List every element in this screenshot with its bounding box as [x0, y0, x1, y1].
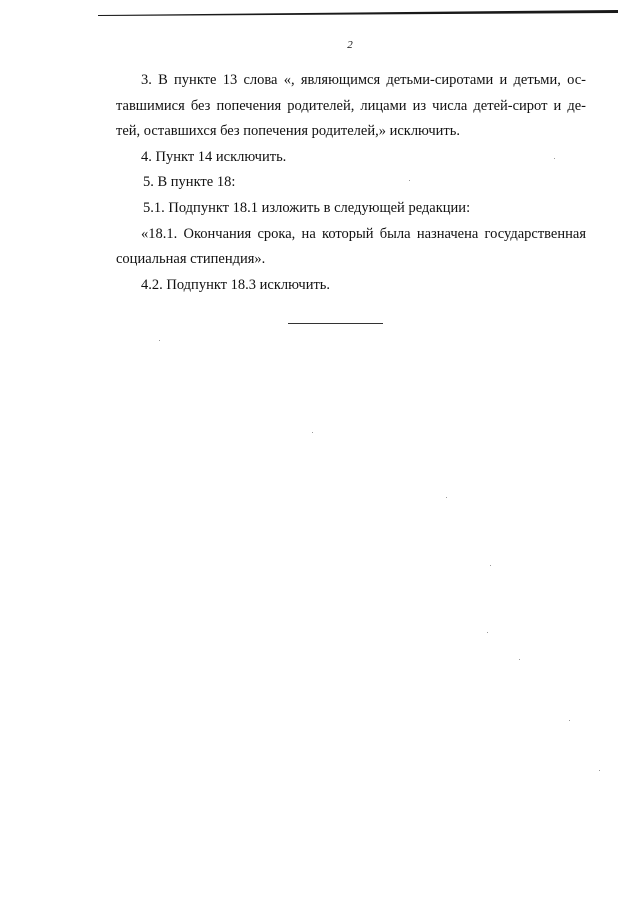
paragraph-4-2: 4.2. Подпункт 18.3 исключить. — [141, 277, 331, 293]
scan-edge-line — [98, 10, 618, 16]
end-rule — [288, 323, 383, 324]
paragraph-3-line-3: тей, оставшихся без попечения родителей,» исключить. — [116, 123, 460, 139]
scan-speck — [519, 659, 520, 660]
paragraph-4: 4. Пункт 14 исключить. — [141, 149, 287, 165]
scan-speck — [554, 158, 555, 159]
paragraph-5-1: 5.1. Подпункт 18.1 изложить в следующей редакции: — [143, 200, 471, 216]
scan-speck — [446, 497, 447, 498]
page-number: 2 — [347, 39, 353, 51]
quote-18-1-line-1: «18.1. Окончания срока, на который была назначена государственная — [141, 226, 586, 242]
scan-speck — [487, 632, 488, 633]
scan-speck — [312, 432, 313, 433]
scan-speck — [599, 770, 600, 771]
scan-speck — [569, 720, 570, 721]
scan-speck — [409, 180, 410, 181]
quote-18-1-line-2: социальная стипендия». — [116, 251, 266, 267]
scan-speck — [159, 340, 160, 341]
paragraph-3-line-2: тавшимися без попечения родителей, лицами из числа детей-сирот и де- — [116, 98, 586, 114]
paragraph-5: 5. В пункте 18: — [143, 174, 236, 190]
scan-speck — [490, 565, 491, 566]
paragraph-3-line-1: 3. В пункте 13 слова «, являющимся детьми-сиротами и детьми, ос- — [141, 72, 586, 88]
